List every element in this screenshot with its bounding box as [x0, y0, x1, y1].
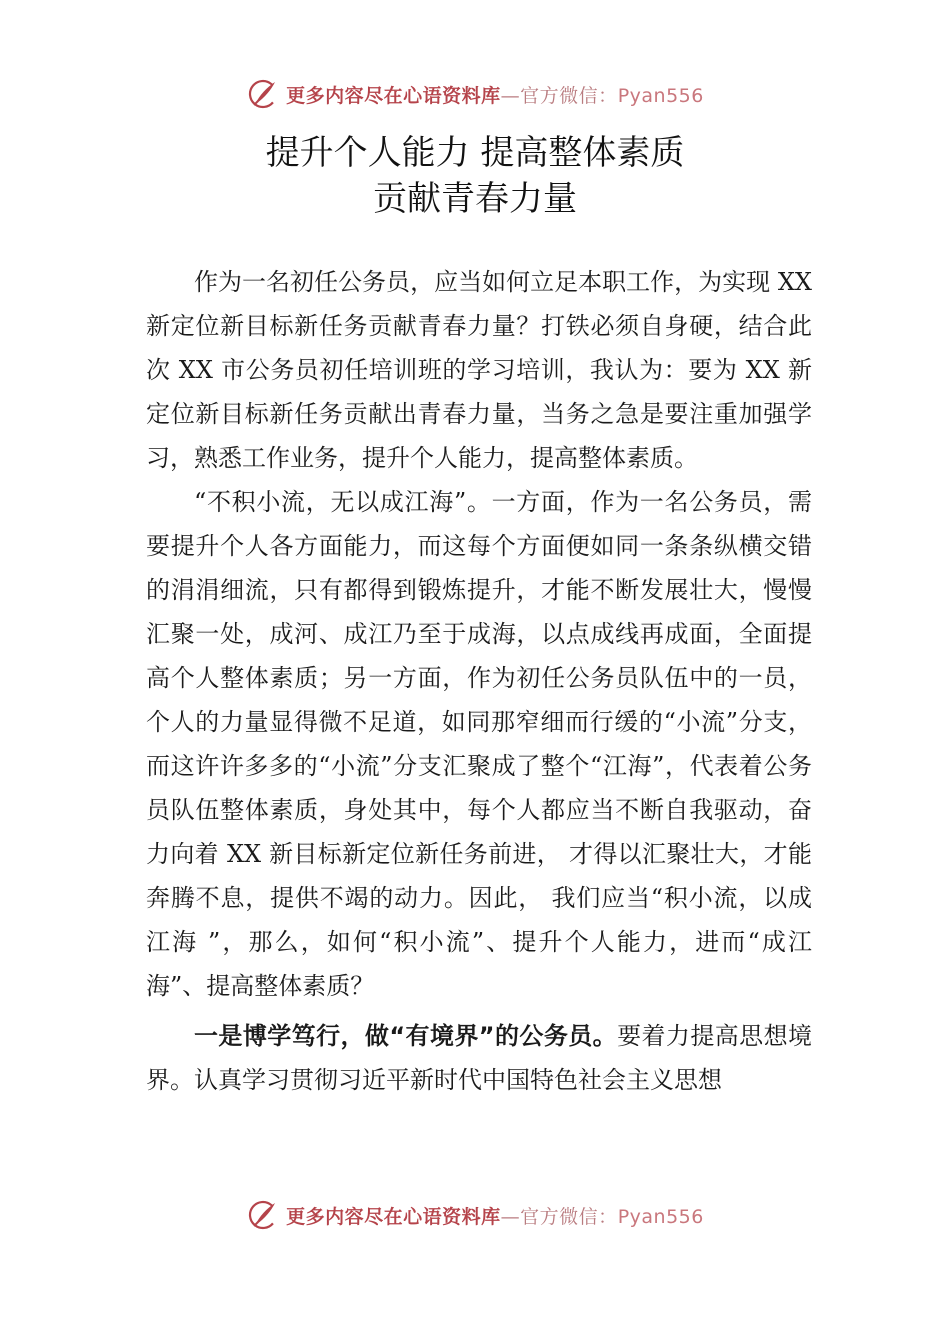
- watermark-site-name: 更多内容尽在心语资料库: [286, 84, 501, 107]
- quill-logo-icon: [246, 77, 280, 111]
- title-line-1: 提升个人能力 提高整体素质: [265, 133, 685, 173]
- watermark-separator: —官方微信：: [500, 84, 618, 107]
- watermark-site-name: 更多内容尽在心语资料库: [286, 1205, 501, 1228]
- watermark-separator: —官方微信：: [500, 1205, 618, 1228]
- document-title: [0, 130, 950, 222]
- document-body: [146, 260, 812, 1102]
- paragraph-3: [146, 1014, 812, 1102]
- paragraph-1: 作为一名初任公务员，应当如何立足本职工作，为实现 XX 新定位新目标新任务贡献青春力量？打铁必须自身硬，结合此次 XX 市公务员初任培训班的学习培训，我认为：要为 XX 新定位新目标新任务贡献出青春力量，当务之急是要注重加强学习，熟悉工作业务，提升个人能力，提高整体素质。: [146, 268, 812, 472]
- watermark-wechat-id: Pyan556: [617, 84, 704, 107]
- watermark-text: [286, 81, 704, 108]
- watermark-banner-bottom: [0, 1193, 950, 1237]
- watermark-banner-top: [0, 72, 950, 116]
- quill-logo-icon: [246, 1198, 280, 1232]
- paragraph-3-lead: 一是博学笃行，做“有境界”的公务员。: [194, 1022, 618, 1050]
- paragraph-3-text: 要着力提高思想境界。认真学习贯彻习近平新时代中国特色社会主义思想: [146, 1022, 813, 1094]
- watermark-wechat-id: Pyan556: [617, 1205, 704, 1228]
- watermark-text: [286, 1202, 704, 1229]
- paragraph-2: “不积小流，无以成江海”。一方面，作为一名公务员，需要提升个人各方面能力，而这每个方面便如同一条条纵横交错的涓涓细流，只有都得到锻炼提升，才能不断发展壮大，慢慢汇聚一处，成河、成江乃至于成海，以点成线再成面，全面提高个人整体素质；另一方面，作为初任公务员队伍中的一员，个人的力量显得微不足道，如同那窄细而行缓的“小流”分支，而这许许多多的“小流”分支汇聚成了整个“江海”，代表着公务员队伍整体素质，身处其中，每个人都应当不断自我驱动，奋力向着 XX 新目标新定位新任务前进， 才得以汇聚壮大，才能奔腾不息，提供不竭的动力。因此， 我们应当“积小流，以成江海 ”，那么，如何“积小流”、提升个人能力，进而“成江海”、提高整体素质？: [146, 488, 812, 1000]
- title-line-2: 贡献青春力量: [373, 179, 577, 219]
